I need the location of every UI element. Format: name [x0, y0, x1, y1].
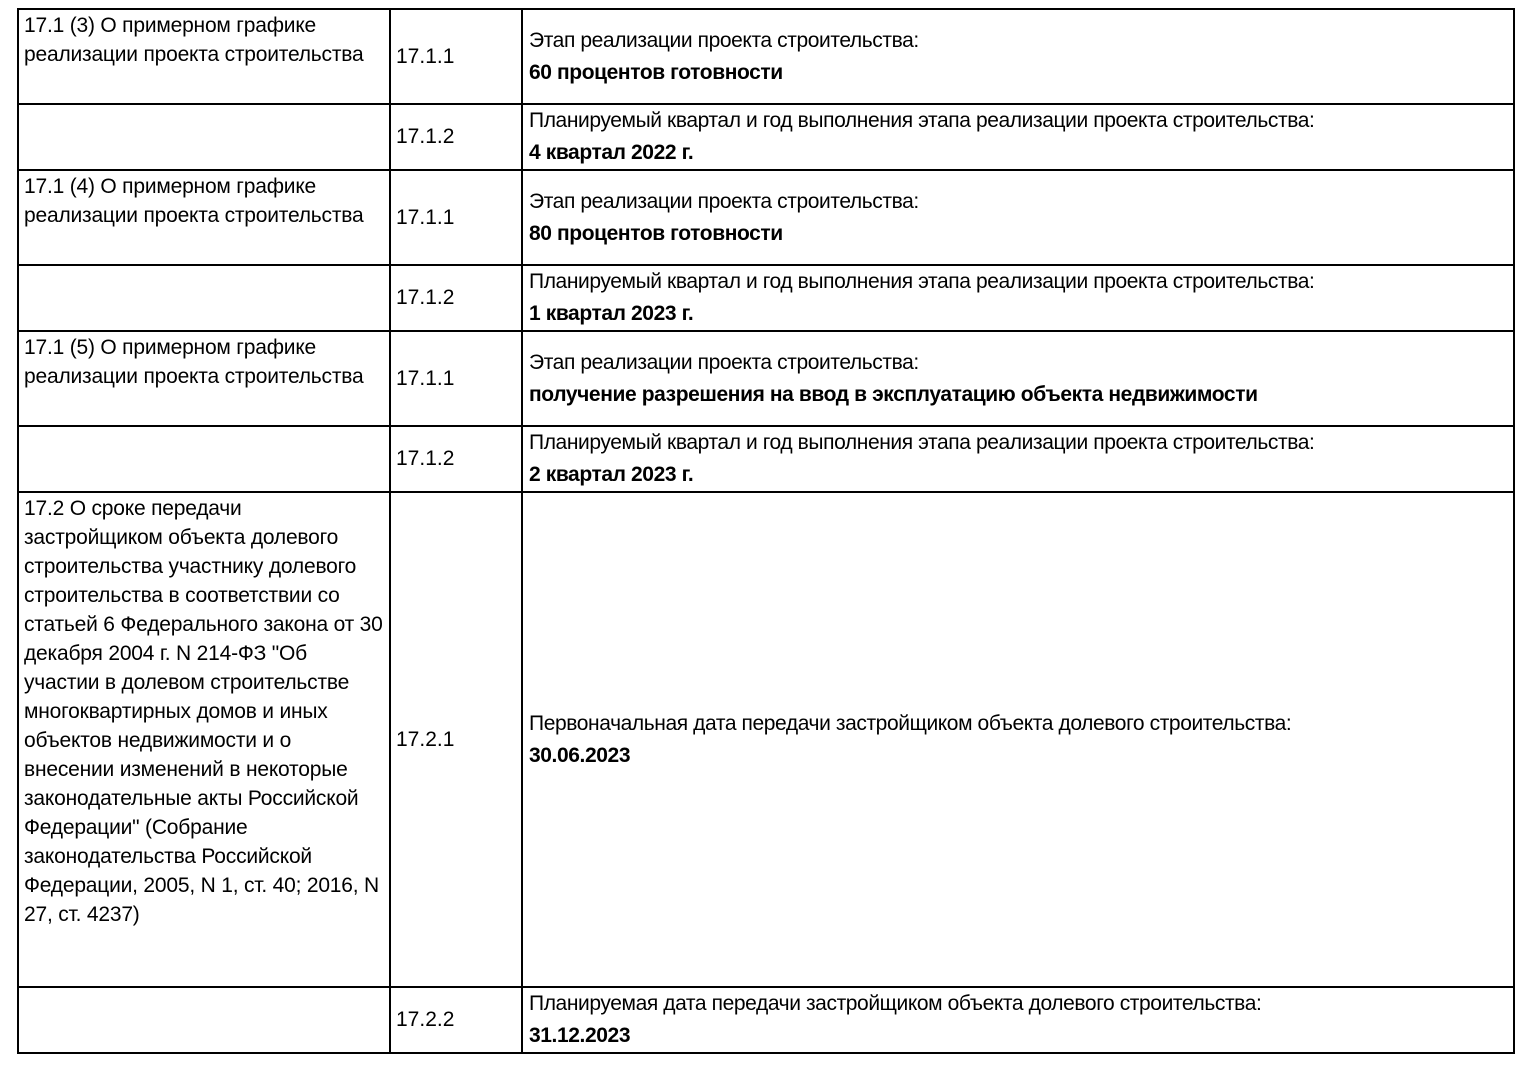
- code-cell: [390, 265, 522, 331]
- code-cell: [390, 331, 522, 426]
- table-row: [18, 104, 1514, 170]
- field-value: 60 процентов готовности: [529, 60, 783, 84]
- field-value: получение разрешения на ввод в эксплуатацию объекта недвижимости: [529, 382, 1258, 406]
- code-text: 17.2.1: [396, 727, 455, 751]
- field-label: Планируемая дата передачи застройщиком объекта долевого строительства:: [529, 992, 1262, 1015]
- code-text: 17.2.2: [396, 1008, 455, 1031]
- table-row: [18, 426, 1514, 492]
- section-cell: [18, 987, 390, 1053]
- content-cell: [522, 9, 1514, 104]
- field-label: Этап реализации проекта строительства:: [529, 189, 919, 213]
- code-text: 17.1.2: [396, 125, 455, 148]
- field-label: Планируемый квартал и год выполнения этапа реализации проекта строительства:: [529, 109, 1315, 132]
- section-title: 17.2 О сроке передачи застройщиком объекта долевого строительства участнику долевого строительства в соответствии со статьей 6 Федерального закона от 30 декабря 2004 г. N 214-ФЗ "Об участии в долевом строительстве многоквартирных домов и иных объектов недвижимости и о внесении изменений в некоторые законодательные акты Российской Федерации" (Собрание законодательства Российской Федерации, 2005, N 1, ст. 40; 2016, N 27, ст. 4237): [24, 497, 383, 926]
- field-value: 80 процентов готовности: [529, 221, 783, 245]
- code-cell: [390, 987, 522, 1053]
- section-cell: [18, 170, 390, 265]
- table-row: [18, 492, 1514, 987]
- table-row: [18, 987, 1514, 1053]
- table-row: [18, 265, 1514, 331]
- table-row: [18, 331, 1514, 426]
- section-cell: [18, 492, 390, 987]
- field-label: Этап реализации проекта строительства:: [529, 28, 919, 52]
- field-label: Планируемый квартал и год выполнения этапа реализации проекта строительства:: [529, 431, 1315, 454]
- code-cell: [390, 492, 522, 987]
- field-label: Этап реализации проекта строительства:: [529, 350, 919, 374]
- field-value: 2 квартал 2023 г.: [529, 463, 694, 486]
- section-cell: [18, 104, 390, 170]
- section-cell: [18, 331, 390, 426]
- section-title: 17.1 (3) О примерном графике реализации проекта строительства: [24, 14, 364, 66]
- code-cell: [390, 170, 522, 265]
- field-label: Планируемый квартал и год выполнения этапа реализации проекта строительства:: [529, 270, 1315, 293]
- table-row: [18, 170, 1514, 265]
- section-title: 17.1 (4) О примерном графике реализации проекта строительства: [24, 175, 364, 227]
- code-cell: [390, 104, 522, 170]
- content-cell: [522, 170, 1514, 265]
- content-cell: [522, 492, 1514, 987]
- content-cell: [522, 265, 1514, 331]
- field-label: Первоначальная дата передачи застройщиком объекта долевого строительства:: [529, 711, 1292, 735]
- section-cell: [18, 265, 390, 331]
- content-cell: [522, 104, 1514, 170]
- code-text: 17.1.1: [396, 366, 455, 390]
- code-cell: [390, 426, 522, 492]
- content-cell: [522, 426, 1514, 492]
- table-row: [18, 9, 1514, 104]
- code-text: 17.1.2: [396, 286, 455, 309]
- content-cell: [522, 331, 1514, 426]
- code-text: 17.1.1: [396, 205, 455, 229]
- code-text: 17.1.1: [396, 44, 455, 68]
- field-value: 31.12.2023: [529, 1024, 631, 1047]
- code-text: 17.1.2: [396, 447, 455, 470]
- section-cell: [18, 426, 390, 492]
- section-title: 17.1 (5) О примерном графике реализации проекта строительства: [24, 336, 364, 388]
- field-value: 30.06.2023: [529, 743, 631, 767]
- declaration-table: [17, 8, 1515, 1054]
- field-value: 1 квартал 2023 г.: [529, 302, 694, 325]
- field-value: 4 квартал 2022 г.: [529, 141, 694, 164]
- section-cell: [18, 9, 390, 104]
- content-cell: [522, 987, 1514, 1053]
- code-cell: [390, 9, 522, 104]
